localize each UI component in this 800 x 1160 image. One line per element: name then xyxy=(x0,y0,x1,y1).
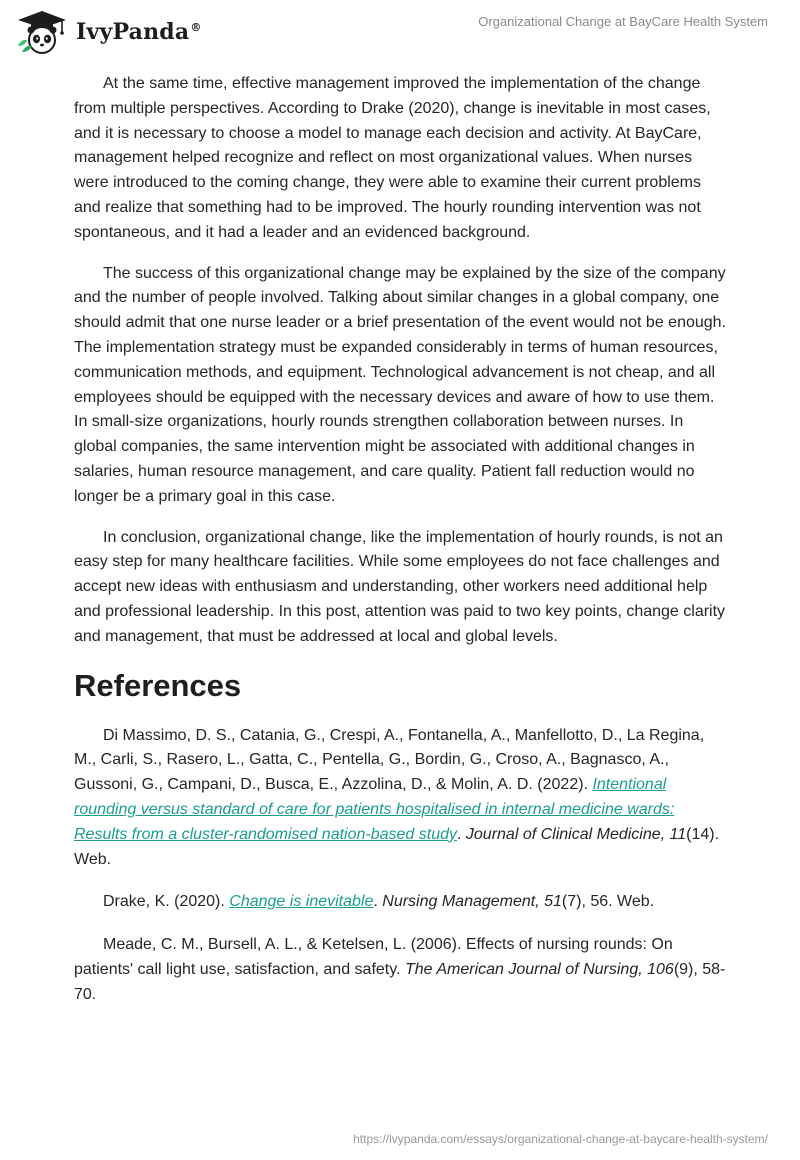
reference-authors: Di Massimo, D. S., Catania, G., Crespi, A., Fontanella, A., Manfellotto, D., La Regina, M., Carli, S., Rasero, L., Gatta, C., Pentella, G., Bordin, G., Croso, A., Bagnasco, A., Gussoni, G., Campani, D., Busca, E., Azzolina, D., & Molin, A. D. (2022). xyxy=(74,726,705,794)
document-title: Organizational Change at BayCare Health System xyxy=(478,14,768,29)
reference-link[interactable]: Change is inevitable xyxy=(229,893,374,911)
reference-item xyxy=(74,933,730,1007)
reference-tail: (14). Web. xyxy=(74,825,720,868)
page-header xyxy=(0,0,800,64)
body-paragraph: The success of this organizational change may be explained by the size of the company and the number of people involved. Talking about similar changes in a global company, one should admit that one nurse leader or a brief presentation of the event would not be enough. The implementation strategy must be expanded considerably in terms of human resources, communication methods, and equipment. Technological advancement is not cheap, and all employees should be equipped with the necessary devices and aware of how to use them. In small-size organizations, hourly rounds strengthen collaboration between nurses. In global companies, the same intervention might be associated with additional changes in salaries, human resource management, and care quality. Patient fall reduction would no longer be a primary goal in this case. xyxy=(74,264,726,505)
references-heading: References xyxy=(74,667,242,703)
brand-name: IvyPanda® xyxy=(76,19,202,45)
reference-tail: (7), 56. Web. xyxy=(561,893,655,911)
reference-journal: The American Journal of Nursing, 106 xyxy=(404,960,674,978)
reference-item xyxy=(74,724,730,873)
body-paragraph: In conclusion, organizational change, like the implementation of hourly rounds, is not an easy step for many healthcare facilities. While some employees do not face challenges and accept new ideas with enthusiasm and understanding, other workers need additional help and professional leadership. In this post, attention was paid to two key points, change clarity and management, that must be addressed at local and global levels. xyxy=(74,528,726,645)
reference-item xyxy=(74,890,730,915)
body-paragraph: At the same time, effective management improved the implementation of the change from multiple perspectives. According to Drake (2020), change is inevitable in most cases, and it is necessary to choose a model to manage each decision and activity. At BayCare, management helped recognize and reflect on most organizational values. When nurses were introduced to the coming change, they were able to examine their current problems and realize that something had to be improved. The hourly rounding intervention was not spontaneous, and it had a leader and an evidenced background. xyxy=(74,75,711,241)
reference-journal: Journal of Clinical Medicine, 11 xyxy=(465,825,687,843)
ivypanda-logo-link[interactable] xyxy=(14,8,202,56)
reference-link[interactable]: Intentional rounding versus standard of care for patients hospitalised in internal medicine wards: Results from a cluster-randomised nation-based study xyxy=(74,776,675,843)
panda-logo-icon xyxy=(14,8,70,56)
reference-authors: Meade, C. M., Bursell, A. L., & Ketelsen, L. (2006). Effects of nursing rounds: On patients' call light use, satisfaction, and safety. xyxy=(74,936,673,978)
source-url: https://ivypanda.com/essays/organizational-change-at-baycare-health-system/ xyxy=(353,1132,768,1146)
reference-tail: (9), 58-70. xyxy=(74,960,726,1003)
reference-punct: . xyxy=(457,825,466,843)
essay-content xyxy=(74,72,730,1026)
reference-authors: Drake, K. (2020). xyxy=(103,893,230,911)
reference-journal: Nursing Management, 51 xyxy=(382,893,562,911)
reference-punct: . xyxy=(373,893,383,911)
